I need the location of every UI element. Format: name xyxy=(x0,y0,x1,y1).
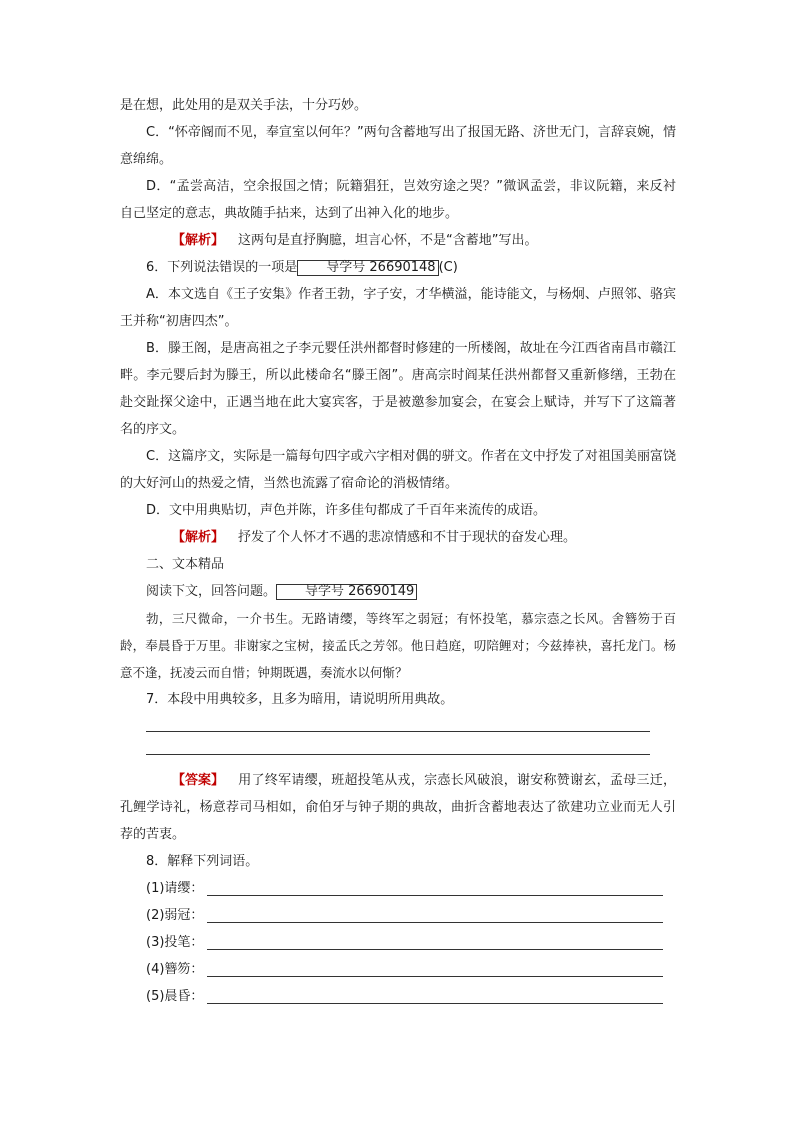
reading-passage: 勃，三尺微命，一介书生。无路请缨，等终军之弱冠；有怀投笔，慕宗悫之长风。舍簪笏于百龄，奉晨昏于万里。非谢家之宝树，接孟氏之芳邻。他日趋庭，叨陪鲤对；今兹捧袂，喜托龙门。杨意不逢，抚凌云而自惜；钟期既遇，奏流水以何惭？ xyxy=(120,611,676,680)
fill-line[interactable] xyxy=(207,895,663,896)
question-code: 导学号 26690148 xyxy=(297,260,438,276)
paragraph-continuation: 是在想，此处用的是双关手法，十分巧妙。 xyxy=(120,98,368,113)
option-c: C．“怀帝阍而不见，奉宣室以何年？”两句含蓄地写出了报国无路、济世无门，言辞哀婉，情意绵绵。 xyxy=(120,125,676,167)
section-heading: 二、文本精品 xyxy=(146,557,225,572)
fill-line[interactable] xyxy=(207,1003,663,1004)
answer-tag: 【答案】 xyxy=(172,773,225,788)
document-body xyxy=(120,92,676,1010)
fill-label: (2)弱冠： xyxy=(146,908,204,923)
q6-option-c: C．这篇序文，实际是一篇每句四字或六字相对偶的骈文。作者在文中抒发了对祖国美丽富饶的大好河山的热爱之情，当然也流露了宿命论的消极情绪。 xyxy=(120,449,676,491)
answer-7 xyxy=(120,767,676,848)
answer-text: 用了终军请缨，班超投笔从戎，宗悫长风破浪，谢安称赞谢玄，孟母三迁，孔鲤学诗礼，杨意荐司马相如，俞伯牙与钟子期的典故，曲折含蓄地表达了欲建功立业而无人引荐的苦衷。 xyxy=(120,773,676,842)
fill-item xyxy=(120,902,676,929)
answer-line[interactable] xyxy=(146,731,650,732)
fill-line[interactable] xyxy=(207,922,663,923)
fill-item xyxy=(120,875,676,902)
q6-option-b: B．滕王阁，是唐高祖之子李元婴任洪州都督时修建的一所楼阁，故址在今江西省南昌市赣江畔。李元婴后封为滕王，所以此楼命名“滕王阁”。唐高宗时阎某任洪州都督又重新修缮，王勃在赴交趾探父途中，正遇当地在此大宴宾客，于是被邀参加宴会，在宴会上赋诗，并写下了这篇著名的序文。 xyxy=(120,341,676,437)
analysis-6 xyxy=(120,524,676,551)
question-text: 6．下列说法错误的一项是 xyxy=(146,260,298,275)
question-code: 导学号 26690149 xyxy=(276,584,417,600)
fill-label: (1)请缨： xyxy=(146,881,204,896)
fill-item xyxy=(120,929,676,956)
answer-line[interactable] xyxy=(146,754,650,755)
fill-line[interactable] xyxy=(207,949,663,950)
analysis-tag: 【解析】 xyxy=(172,233,225,248)
fill-line[interactable] xyxy=(207,976,663,977)
question-answer: (C) xyxy=(438,260,458,275)
q6-option-d: D．文中用典贴切，声色并陈，许多佳句都成了千百年来流传的成语。 xyxy=(146,503,547,518)
reading-instruction xyxy=(120,578,676,605)
question-7: 7．本段中用典较多，且多为暗用，请说明所用典故。 xyxy=(146,692,454,707)
answer-lines xyxy=(120,731,676,755)
fill-item xyxy=(120,956,676,983)
fill-label: (5)晨昏： xyxy=(146,989,204,1004)
fill-label: (3)投笔： xyxy=(146,935,204,950)
q6-option-a: A．本文选自《王子安集》作者王勃，字子安，才华横溢，能诗能文，与杨炯、卢照邻、骆宾王并称“初唐四杰”。 xyxy=(120,287,676,329)
analysis-tag: 【解析】 xyxy=(172,530,225,545)
fill-item xyxy=(120,983,676,1010)
question-8: 8．解释下列词语。 xyxy=(146,854,259,869)
instruction-text: 阅读下文，回答问题。 xyxy=(146,584,277,599)
analysis-text: 这两句是直抒胸臆，坦言心怀，不是“含蓄地”写出。 xyxy=(238,233,538,248)
question-6 xyxy=(120,254,676,281)
option-d: D．“孟尝高洁，空余报国之情；阮籍猖狂，岂效穷途之哭？”微讽孟尝，非议阮籍，来反衬自己坚定的意志，典故随手拈来，达到了出神入化的地步。 xyxy=(120,179,676,221)
analysis-text: 抒发了个人怀才不遇的悲凉情感和不甘于现状的奋发心理。 xyxy=(238,530,577,545)
fill-label: (4)簪笏： xyxy=(146,962,204,977)
analysis-5 xyxy=(120,227,676,254)
